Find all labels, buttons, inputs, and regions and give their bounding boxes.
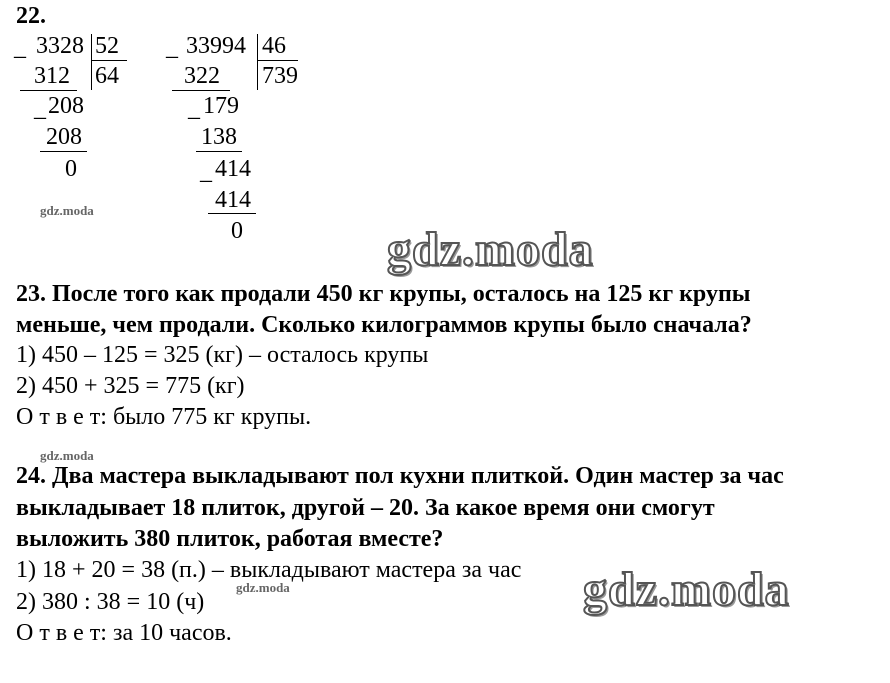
minus-sign: _ xyxy=(166,35,178,61)
quotient: 64 xyxy=(95,63,119,89)
task-24-text-line-3: выложить 380 плиток, работая вместе? xyxy=(16,526,444,552)
result: 0 xyxy=(231,218,243,244)
quotient: 739 xyxy=(262,63,298,89)
divisor-underline xyxy=(92,60,127,61)
subtrahend: 138 xyxy=(201,124,237,150)
subtrahend: 208 xyxy=(46,124,82,150)
task-23-step-2: 2) 450 + 325 = 775 (кг) xyxy=(16,373,245,399)
divisor: 46 xyxy=(262,33,286,59)
watermark-small: gdz.moda xyxy=(236,580,290,595)
division-bar xyxy=(257,34,258,90)
task-22-number: 22. xyxy=(16,3,46,29)
task-23-text-line-2: меньше, чем продали. Сколько килограммов крупы было сначала? xyxy=(16,312,752,338)
task-24-text-line-2: выкладывает 18 плиток, другой – 20. За какое время они смогут xyxy=(16,495,715,521)
task-24-answer: О т в е т: за 10 часов. xyxy=(16,620,232,646)
subtrahend: 322 xyxy=(184,63,220,89)
remainder: 179 xyxy=(203,93,239,119)
task-23-answer: О т в е т: было 775 кг крупы. xyxy=(16,404,312,430)
task-24-step-2: 2) 380 : 38 = 10 (ч) xyxy=(16,589,205,615)
minus-sign: _ xyxy=(14,35,26,61)
watermark-large: gdz.moda xyxy=(583,563,790,616)
dividend: 33994 xyxy=(186,33,246,59)
dividend: 3328 xyxy=(36,33,84,59)
subtrahend-underline xyxy=(208,213,256,214)
task-23-step-1: 1) 450 – 125 = 325 (кг) – осталось крупы xyxy=(16,342,429,368)
minus-sign: _ xyxy=(188,96,200,122)
watermark-small: gdz.moda xyxy=(40,448,94,463)
subtrahend: 312 xyxy=(34,63,70,89)
remainder: 414 xyxy=(215,156,251,182)
task-23-text-line-1: 23. После того как продали 450 кг крупы, осталось на 125 кг крупы xyxy=(16,281,751,307)
subtrahend-underline xyxy=(196,151,242,152)
subtrahend-underline xyxy=(20,90,77,91)
minus-sign: _ xyxy=(34,96,46,122)
task-24-text-line-1: 24. Два мастера выкладывают пол кухни плиткой. Один мастер за час xyxy=(16,463,784,489)
divisor-underline xyxy=(258,60,298,61)
watermark-small: gdz.moda xyxy=(40,203,94,218)
division-bar xyxy=(91,34,92,90)
divisor: 52 xyxy=(95,33,119,59)
watermark-large: gdz.moda xyxy=(387,223,594,276)
minus-sign: _ xyxy=(200,159,212,185)
subtrahend: 414 xyxy=(215,187,251,213)
subtrahend-underline xyxy=(40,151,87,152)
result: 0 xyxy=(65,156,77,182)
remainder: 208 xyxy=(48,93,84,119)
subtrahend-underline xyxy=(172,90,230,91)
task-24-step-1: 1) 18 + 20 = 38 (п.) – выкладывают мастера за час xyxy=(16,557,522,583)
